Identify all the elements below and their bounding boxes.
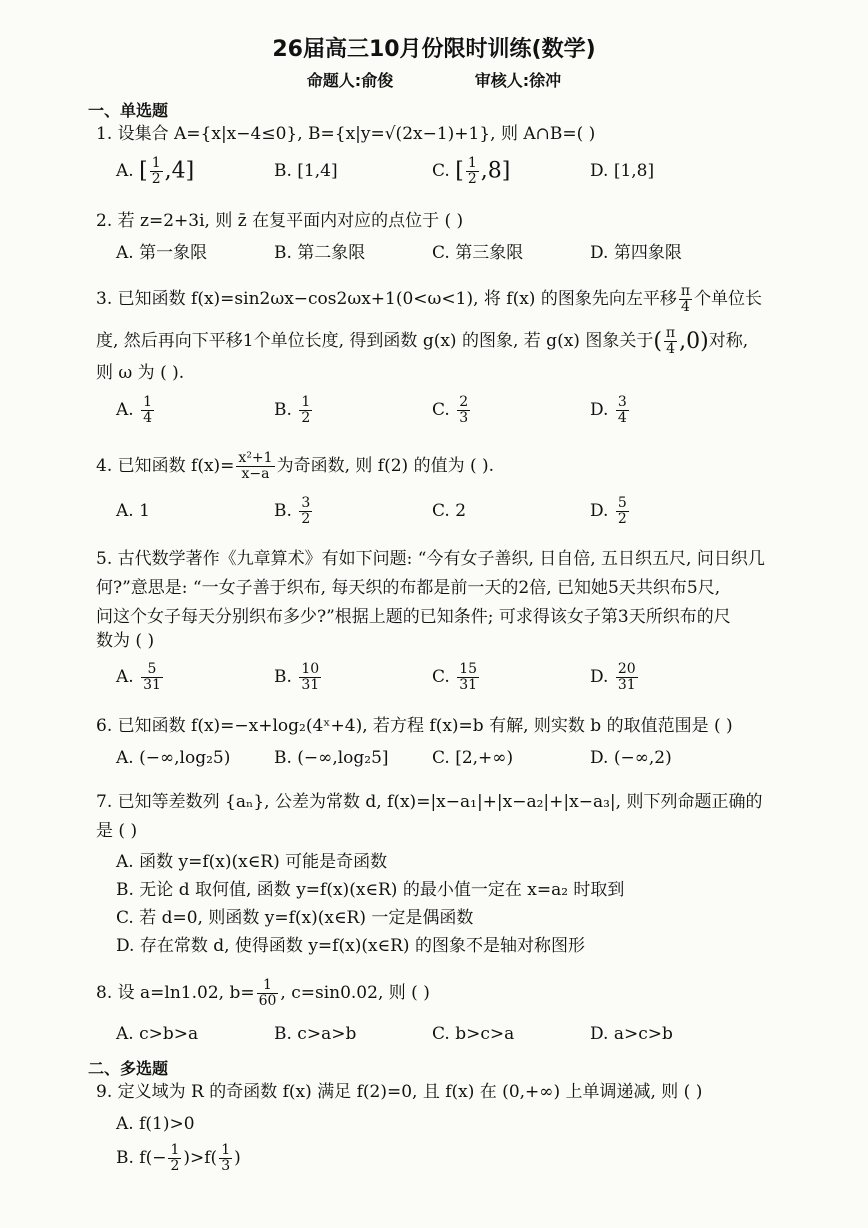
q8-option-b: B. c>a>b (274, 1024, 357, 1044)
q1-c-rest: ,8] (480, 158, 511, 184)
q9-b-end: ) (234, 1148, 241, 1168)
q9-b1-frac (168, 1143, 181, 1174)
q5-a-den: 31 (143, 677, 161, 693)
q9-b1-den: 2 (170, 1158, 180, 1174)
question-4-stem (96, 451, 796, 482)
q2-option-b: B. 第二象限 (274, 243, 366, 263)
q2-option-d: D. 第四象限 (590, 243, 682, 263)
q8-option-a: A. c>b>a (116, 1024, 199, 1044)
question-6-stem: 6. 已知函数 f(x)=−x+log₂(4ˣ+4), 若方程 f(x)=b 有解, 则实数 b 的取值范围是 ( ) (96, 716, 733, 736)
q3-option-d (590, 393, 631, 427)
q1-c-num: 1 (467, 155, 477, 171)
q3-pt-den: 4 (666, 341, 675, 357)
q5-b-frac (299, 662, 321, 693)
q1-c-den: 2 (467, 171, 477, 187)
question-5-line-1: 5. 古代数学著作《九章算术》有如下问题: “今有女子善织, 日自倍, 五日织五尺, 问日织几 (96, 549, 765, 569)
q6-option-a: A. (−∞,log₂5) (116, 748, 231, 768)
q4-stem-end: 为奇函数, 则 f(2) 的值为 ( ). (276, 456, 495, 476)
q4-b-den: 2 (301, 511, 311, 527)
q3-option-c (432, 393, 472, 427)
proposer: 命题人:俞俊 (306, 71, 394, 90)
q8-option-c: C. b>c>a (432, 1024, 515, 1044)
q5-a-label: A. (116, 667, 134, 687)
q3-a-num: 1 (143, 394, 153, 410)
q1-a-frac (150, 156, 163, 187)
q4-b-frac (299, 496, 312, 527)
q4-f-den: x−a (241, 466, 270, 482)
q5-d-label: D. (590, 667, 609, 687)
q1-c-open: [ (455, 158, 464, 184)
q6-option-c: C. [2,+∞) (432, 748, 514, 768)
q9-b2-frac (219, 1143, 232, 1174)
q5-option-b (274, 660, 323, 694)
q5-c-frac (457, 662, 479, 693)
q8-stem-end: , c=sin0.02, 则 ( ) (280, 983, 430, 1003)
q1-a-open: [ (139, 158, 148, 184)
q3-option-a (116, 393, 156, 427)
question-7-line-2: 是 ( ) (96, 821, 138, 841)
q3-b-label: B. (274, 400, 292, 420)
q9-option-b (116, 1140, 241, 1176)
question-8-stem (96, 978, 796, 1009)
q3-a-frac (141, 395, 154, 426)
question-5-line-2: 何?”意思是: “一女子善于织布, 每天织的布都是前一天的2倍, 已知她5天共织布5尺, (96, 578, 721, 598)
q1-option-a (116, 154, 194, 189)
reviewer: 审核人:徐冲 (474, 71, 562, 90)
q3-pt-open: ( (653, 329, 662, 354)
q9-b-mid: )>f( (183, 1148, 218, 1168)
q1-a-den: 2 (151, 171, 161, 187)
section-single-choice: 一、单选题 (88, 101, 169, 120)
q8-b-frac (257, 978, 279, 1009)
q3-line2-text: 度, 然后再向下平移1个单位长度, 得到函数 g(x) 的图象, 若 g(x) 图象关于 (96, 331, 654, 351)
question-3-line-3: 则 ω 为 ( ). (96, 363, 185, 383)
q5-option-a (116, 660, 165, 694)
q4-d-den: 2 (617, 511, 627, 527)
q5-d-num: 20 (617, 661, 636, 677)
q5-b-label: B. (274, 667, 292, 687)
q1-option-b: B. [1,4] (274, 161, 338, 181)
question-4-options (116, 494, 816, 528)
q5-option-d (590, 660, 640, 694)
q3-b-den: 2 (301, 410, 311, 426)
q5-c-num: 15 (459, 661, 478, 677)
q3-shift-den: 4 (681, 299, 690, 315)
q3-b-frac (299, 395, 312, 426)
page-title: 26届高三10月份限时训练(数学) (272, 37, 596, 62)
question-2-stem: 2. 若 z=2+3i, 则 z̄ 在复平面内对应的点位于 ( ) (96, 211, 464, 231)
q9-b-label: B. f(− (116, 1148, 167, 1168)
q7-option-a: A. 函数 y=f(x)(x∈R) 可能是奇函数 (116, 852, 388, 872)
q3-a-den: 4 (143, 410, 153, 426)
q6-option-d: D. (−∞,2) (590, 748, 672, 768)
q8-option-d: D. a>c>b (590, 1024, 673, 1044)
q3-shift-frac (679, 284, 692, 315)
q4-option-c: C. 2 (432, 501, 467, 521)
question-5-line-3: 问这个女子每天分别织布多少?”根据上题的已知条件; 可求得该女子第3天所织布的尺 (96, 607, 731, 627)
q6-option-b: B. (−∞,log₂5] (274, 748, 389, 768)
q3-a-label: A. (116, 400, 134, 420)
q1-a-label: A. (116, 161, 134, 181)
q3-c-frac (457, 395, 470, 426)
q7-option-c: C. 若 d=0, 则函数 y=f(x)(x∈R) 一定是偶函数 (116, 908, 474, 928)
q5-d-frac (616, 662, 638, 693)
q5-a-num: 5 (141, 662, 163, 678)
q1-c-label: C. (432, 161, 450, 181)
q3-pt-frac (664, 326, 677, 357)
q1-c-frac (466, 156, 479, 187)
q3-option-b (274, 393, 314, 427)
q3-shift-num: π (680, 283, 691, 299)
q1-a-rest: ,4] (164, 158, 195, 184)
q3-line1-text: 3. 已知函数 f(x)=sin2ωx−cos2ωx+1(0<ω<1), 将 f(x) 的图象先向左平移 (96, 289, 677, 309)
q5-a-frac (141, 662, 163, 693)
authors-line (0, 68, 868, 91)
q9-b1-num: 1 (170, 1142, 180, 1158)
question-5-options (116, 660, 816, 694)
question-3-options (116, 393, 816, 427)
q2-option-c: C. 第三象限 (432, 243, 524, 263)
q7-option-b: B. 无论 d 取何值, 函数 y=f(x)(x∈R) 的最小值一定在 x=a₂ 时取到 (116, 880, 625, 900)
q3-c-label: C. (432, 400, 450, 420)
q3-d-den: 4 (617, 410, 627, 426)
question-1-options (116, 154, 816, 188)
q3-line2-end: 对称, (708, 331, 749, 351)
q4-d-frac (616, 496, 629, 527)
q4-d-label: D. (590, 501, 609, 521)
q9-option-a: A. f(1)>0 (116, 1114, 195, 1134)
q1-a-num: 1 (151, 155, 161, 171)
question-9-stem: 9. 定义域为 R 的奇函数 f(x) 满足 f(2)=0, 且 f(x) 在 (0,+∞) 上单调递减, 则 ( ) (96, 1082, 703, 1102)
q4-f-num: x²+1 (238, 450, 273, 466)
q5-d-den: 31 (617, 677, 636, 693)
section-multi-choice: 二、多选题 (88, 1059, 169, 1078)
q5-b-den: 31 (301, 677, 320, 693)
q4-option-b (274, 494, 314, 528)
q4-b-label: B. (274, 501, 292, 521)
q4-option-a: A. 1 (116, 501, 150, 521)
q8-b-num: 1 (257, 978, 279, 994)
q3-pt-num: π (665, 325, 676, 341)
q4-stem-start: 4. 已知函数 f(x)= (96, 456, 235, 476)
question-8-options (116, 1017, 816, 1051)
q7-option-d: D. 存在常数 d, 使得函数 y=f(x)(x∈R) 的图象不是轴对称图形 (116, 936, 585, 956)
q5-c-label: C. (432, 667, 450, 687)
q3-pt-rest: ,0) (679, 329, 709, 354)
q1-option-c (432, 154, 510, 189)
q3-line1-end: 个单位长 (694, 289, 763, 309)
q2-option-a: A. 第一象限 (116, 243, 208, 263)
q3-d-num: 3 (617, 394, 627, 410)
q9-b2-num: 1 (221, 1142, 231, 1158)
q3-d-label: D. (590, 400, 609, 420)
question-1-stem: 1. 设集合 A={x|x−4≤0}, B={x|y=√(2x−1)+1}, 则 A∩B=( ) (96, 124, 596, 144)
q4-b-num: 3 (301, 495, 311, 511)
q4-d-num: 5 (617, 495, 627, 511)
question-2-options (116, 236, 816, 270)
q4-option-d (590, 494, 631, 528)
q3-c-num: 2 (459, 394, 469, 410)
q3-c-den: 3 (459, 410, 469, 426)
q3-b-num: 1 (301, 394, 311, 410)
q3-d-frac (616, 395, 629, 426)
q5-c-den: 31 (459, 677, 478, 693)
q4-f-frac (236, 451, 274, 482)
q8-b-den: 60 (258, 993, 277, 1009)
q9-b2-den: 3 (221, 1158, 231, 1174)
question-6-options (116, 741, 816, 775)
q5-b-num: 10 (301, 661, 320, 677)
question-3-line-1 (96, 284, 796, 315)
question-3-line-2 (96, 326, 796, 357)
q5-option-c (432, 660, 481, 694)
question-5-line-4: 数为 ( ) (96, 631, 155, 651)
q8-stem-start: 8. 设 a=ln1.02, b= (96, 983, 255, 1003)
q1-option-d: D. [1,8] (590, 161, 655, 181)
question-7-line-1: 7. 已知等差数列 {aₙ}, 公差为常数 d, f(x)=|x−a₁|+|x−a₂|+|x−a₃|, 则下列命题正确的 (96, 792, 763, 812)
